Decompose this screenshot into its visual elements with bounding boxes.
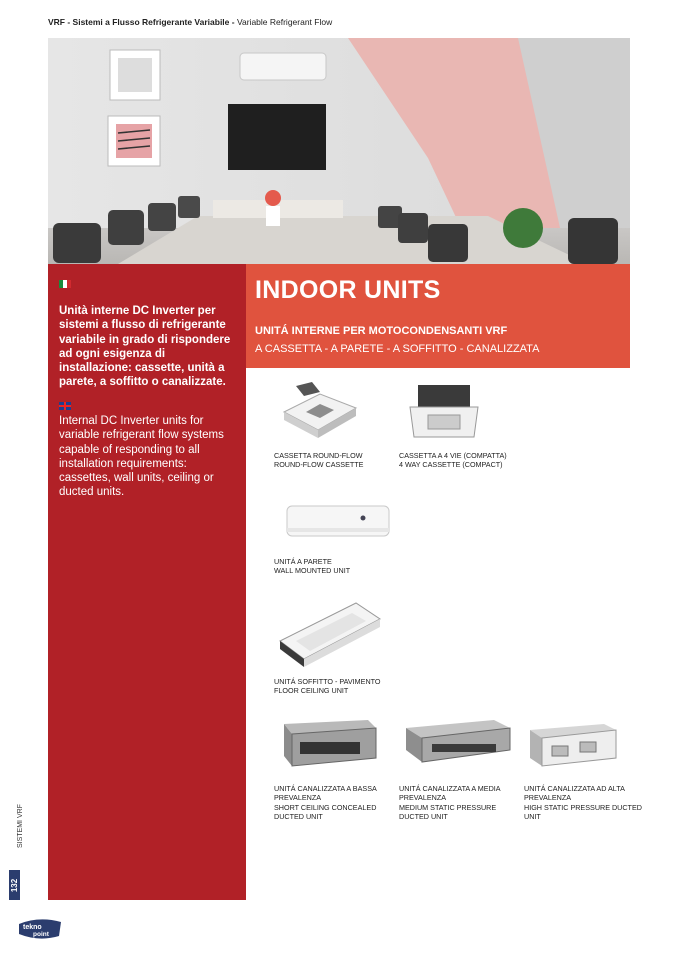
product-image-round-flow-cassette: [276, 382, 360, 444]
page-number: [9, 870, 20, 900]
product-it-name: UNITÁ CANALIZZATA A BASSA PREVALENZA: [274, 784, 377, 803]
product-label-high-static-duct: [524, 784, 650, 821]
product-en-name: ROUND-FLOW CASSETTE: [274, 460, 364, 470]
product-it-name: UNITÁ CANALIZZATA AD ALTA PREVALENZA: [524, 784, 625, 803]
hero-photo: [48, 38, 630, 264]
product-image-high-static-duct: [526, 722, 620, 770]
subtitle-line2: A CASSETTA - A PARETE - A SOFFITTO - CANALIZZATA: [255, 343, 540, 355]
uk-flag-icon: [59, 402, 71, 410]
product-it-name: UNITÁ CANALIZZATA A MEDIA PREVALENZA: [399, 784, 501, 803]
header-regular: Variable Refrigerant Flow: [234, 17, 333, 27]
product-it-name: CASSETTA ROUND-FLOW: [274, 451, 363, 460]
product-image-low-static-duct: [280, 718, 380, 774]
product-en-name: WALL MOUNTED UNIT: [274, 566, 351, 576]
product-en-name: MEDIUM STATIC PRESSURE DUCTED UNIT: [399, 802, 497, 821]
product-image-wall-unit: [285, 504, 391, 540]
product-it-name: UNITÁ SOFFITTO - PAVIMENTO: [274, 677, 381, 686]
product-label-floor-ceiling: [274, 677, 392, 696]
product-it-name: UNITÁ A PARETE: [274, 557, 332, 566]
product-en-name: 4 WAY CASSETTE (COMPACT): [399, 460, 503, 470]
italy-flag-icon: [59, 280, 71, 288]
side-section-label: SISTEMI VRF: [17, 804, 24, 848]
product-label-round-flow: [274, 451, 392, 470]
description-panel: [48, 264, 246, 900]
product-en-name: FLOOR CEILING UNIT: [274, 686, 349, 696]
page-number-text: 132: [10, 878, 20, 892]
product-image-4way-cassette: [404, 385, 484, 443]
product-en-name: HIGH STATIC PRESSURE DUCTED UNIT: [524, 802, 642, 821]
title-panel: [246, 264, 630, 368]
product-en-name: SHORT CEILING CONCEALED DUCTED UNIT: [274, 802, 377, 821]
product-label-medium-static-duct: [399, 784, 507, 821]
product-image-medium-static-duct: [402, 718, 514, 776]
tekno-point-logo: [17, 918, 63, 940]
logo-text-bottom: point: [33, 931, 49, 938]
product-label-4way-cassette: [399, 451, 517, 470]
product-label-wall-unit: [274, 557, 392, 576]
header-bold: VRF - Sistemi a Flusso Refrigerante Variabile -: [48, 17, 235, 27]
logo-text-top: tekno: [23, 924, 42, 931]
english-description: Internal DC Inverter units for variable refrigerant flow systems capable of responding to all installation requirements: cassettes, wall units, ceiling or ducted units.: [59, 415, 224, 499]
product-image-floor-ceiling-unit: [276, 601, 382, 669]
product-it-name: CASSETTA A 4 VIE (COMPATTA): [399, 451, 507, 460]
italian-description: Unità interne DC Inverter per sistemi a flusso di refrigerante variabile in grado di rispondere ad ogni esigenza di installazione: cassette, unità a parete, a soffitto o canalizzate.: [59, 305, 231, 389]
page-header: [48, 17, 332, 27]
product-label-low-static-duct: [274, 784, 386, 821]
page-title: INDOOR UNITS: [255, 276, 441, 304]
subtitle-line1: UNITÁ INTERNE PER MOTOCONDENSANTI VRF: [255, 325, 508, 337]
